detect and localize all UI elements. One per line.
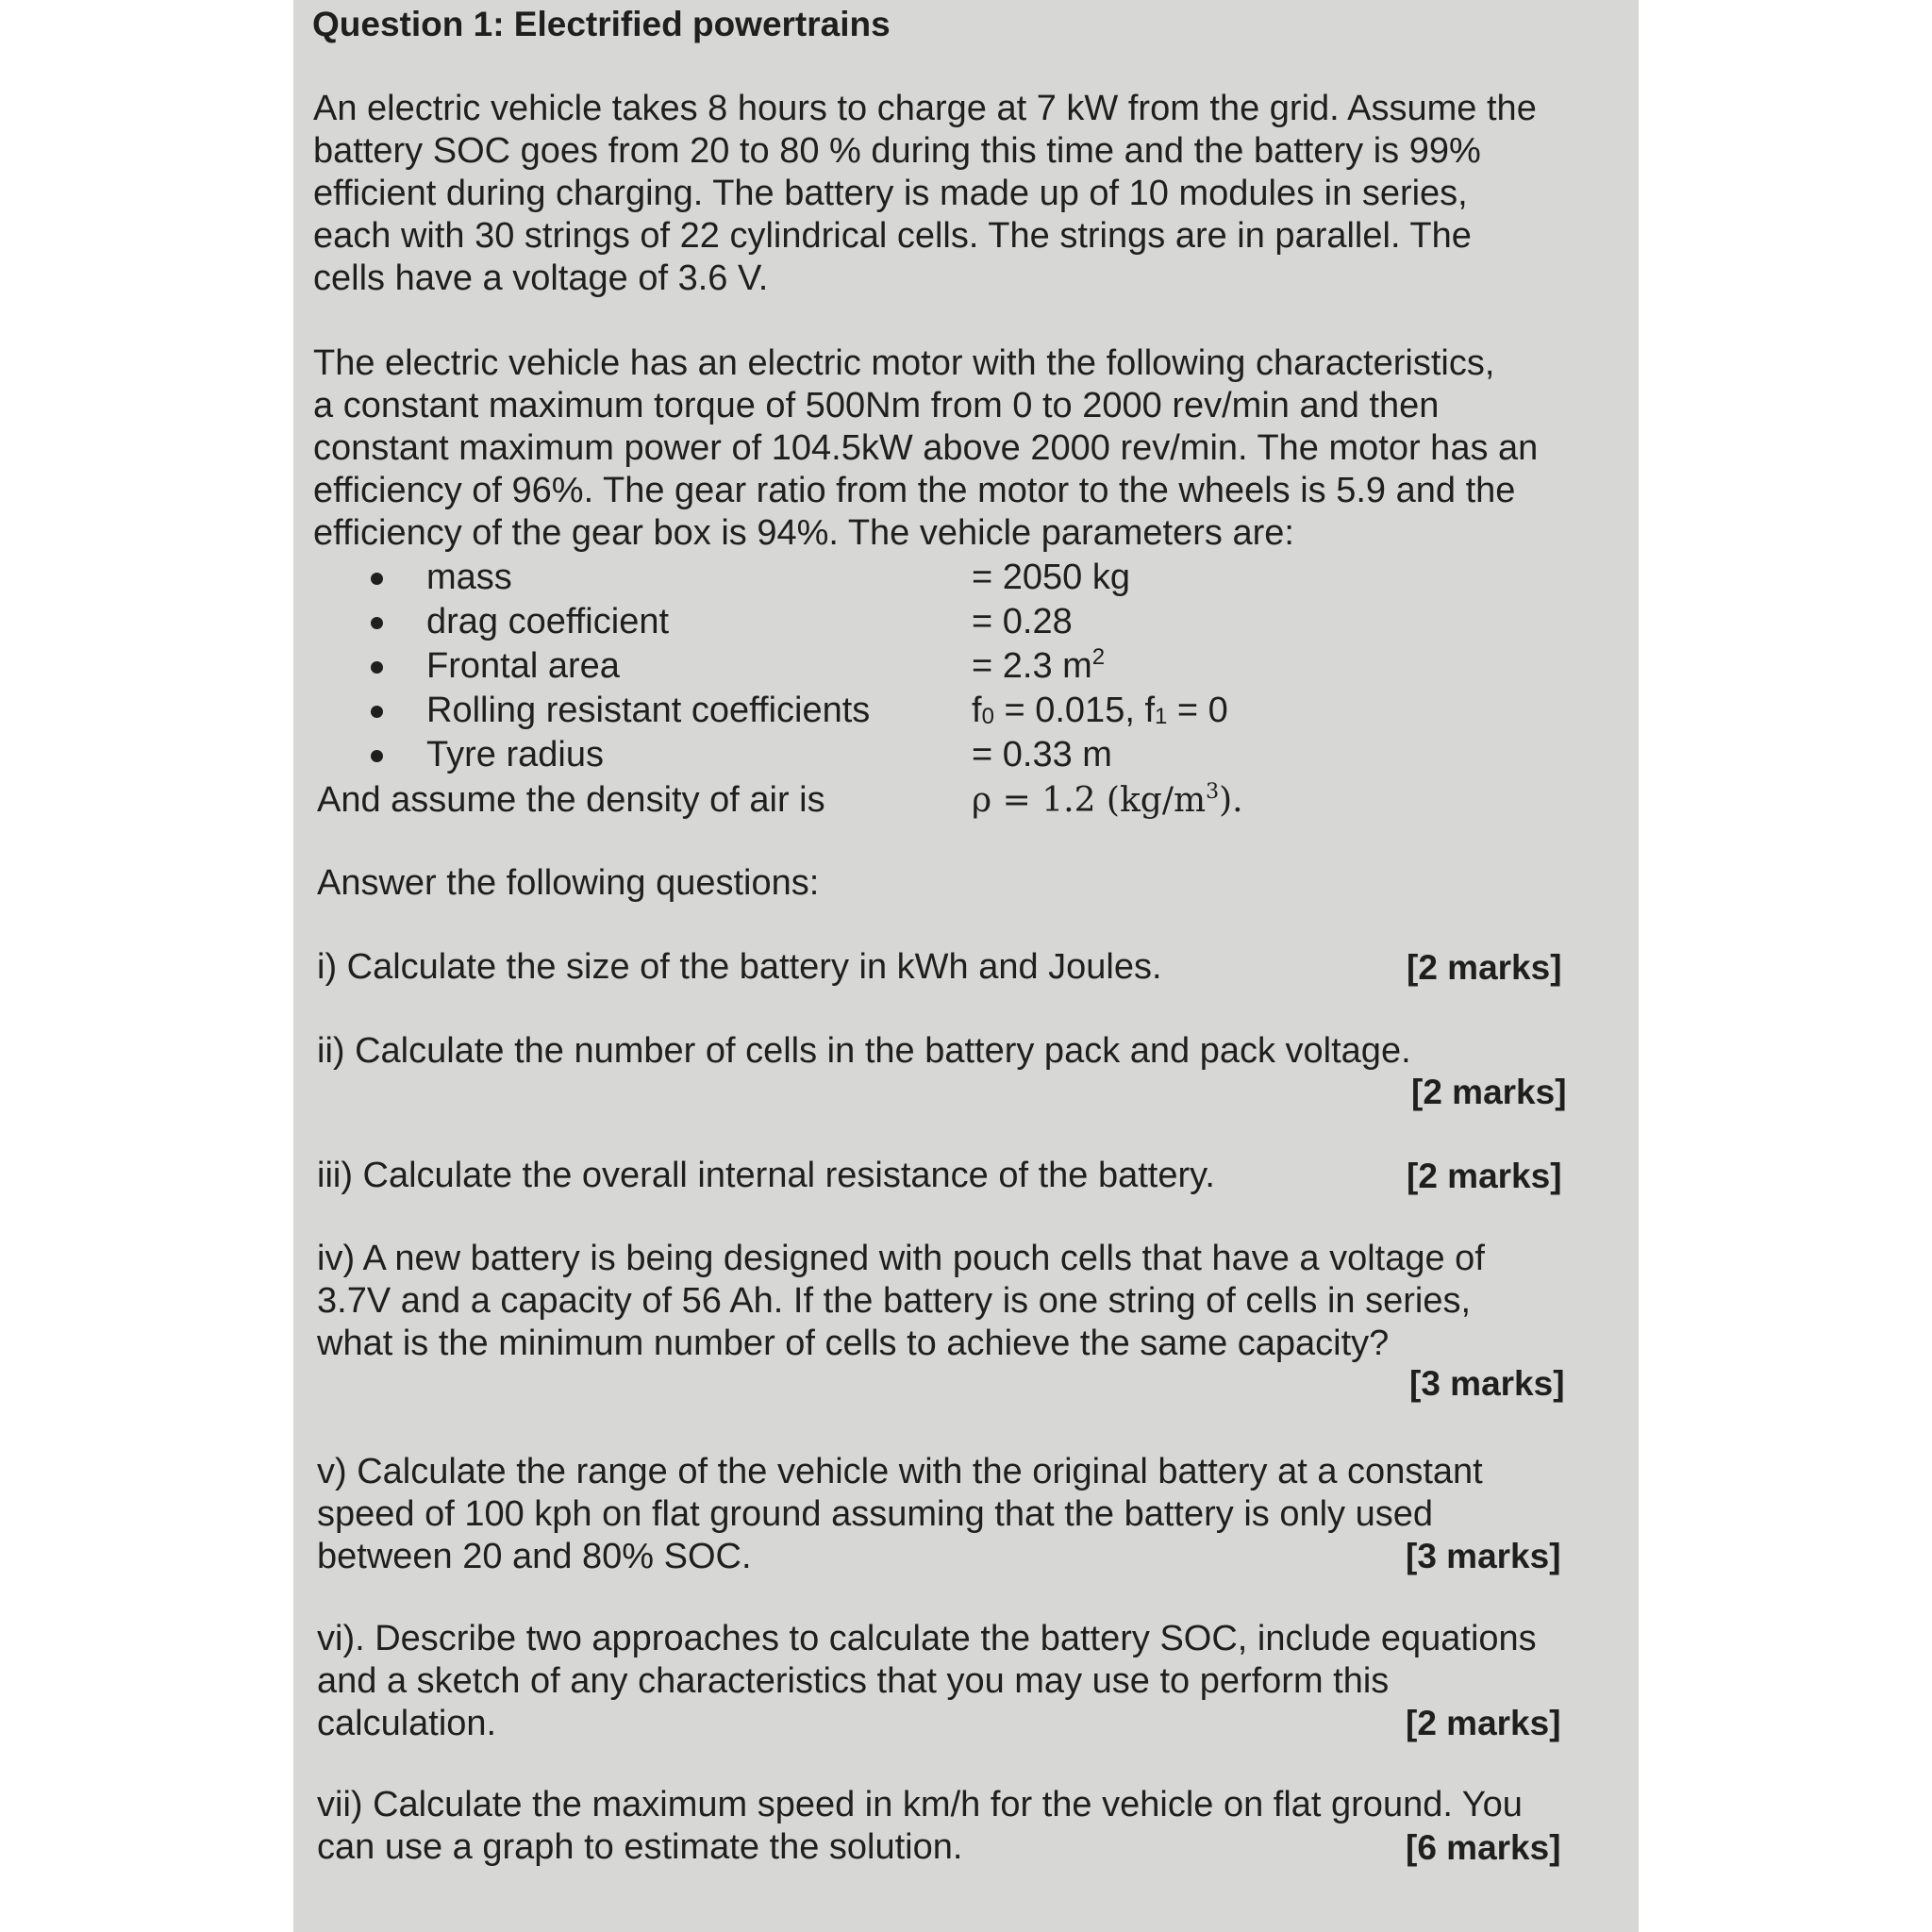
param-value-text: = 2.3 m (972, 646, 1092, 686)
question-line: can use a graph to estimate the solution. (317, 1827, 963, 1867)
param-value: = 2050 kg (972, 558, 1130, 597)
param-name: drag coefficient (426, 602, 670, 641)
motor-line: efficiency of 96%. The gear ratio from the motor to the wheels is 5.9 and the (313, 471, 1516, 510)
question-line: ii) Calculate the number of cells in the battery pack and pack voltage. (317, 1031, 1411, 1071)
density-value (972, 779, 1243, 822)
parameter-list (293, 557, 1639, 778)
question-title: Question 1: Electrified powertrains (312, 5, 891, 43)
marks-label: [2 marks] (1407, 1157, 1562, 1195)
bullet-icon (371, 750, 383, 762)
marks-label: [2 marks] (1406, 1704, 1561, 1742)
param-value (972, 690, 1228, 732)
question-line: and a sketch of any characteristics that you may use to perform this (317, 1661, 1390, 1701)
bullet-icon (371, 661, 383, 674)
param-area (293, 645, 1639, 690)
air-density (293, 779, 1639, 824)
f0-value: = 0.015, (993, 691, 1145, 730)
question-line: speed of 100 kph on flat ground assuming that the battery is only used (317, 1494, 1433, 1534)
f1-label: f (1144, 691, 1155, 730)
question-line: 3.7V and a capacity of 56 Ah. If the battery is one string of cells in series, (317, 1281, 1472, 1321)
question-line: iii) Calculate the overall internal resistance of the battery. (317, 1156, 1215, 1195)
question-iii (317, 1155, 1600, 1197)
param-value: = 0.33 m (972, 735, 1112, 774)
param-name: mass (426, 558, 512, 597)
question-line: calculation. (317, 1704, 497, 1743)
question-line: iv) A new battery is being designed with pouch cells that have a voltage of (317, 1239, 1485, 1278)
f1-subscript: 1 (1155, 704, 1168, 729)
question-iv (317, 1238, 1600, 1403)
marks-label: [6 marks] (1406, 1828, 1561, 1867)
motor-line: a constant maximum torque of 500Nm from 0 to 2000 rev/min and then (313, 386, 1440, 425)
param-value: = 0.28 (972, 602, 1073, 641)
question-vi (317, 1618, 1600, 1745)
param-name: Frontal area (426, 646, 620, 686)
param-mass (293, 557, 1639, 601)
marks-label: [3 marks] (1409, 1364, 1565, 1403)
answer-intro: Answer the following questions: (317, 863, 820, 903)
density-label: And assume the density of air is (317, 780, 825, 820)
bullet-icon (371, 617, 383, 629)
f1-value: = 0 (1167, 691, 1228, 730)
param-rolling (293, 690, 1639, 734)
question-line: vii) Calculate the maximum speed in km/h for the vehicle on flat ground. You (317, 1785, 1523, 1824)
intro-line: cells have a voltage of 3.6 V. (313, 258, 769, 298)
param-name: Rolling resistant coefficients (426, 691, 871, 730)
param-drag (293, 601, 1639, 645)
question-line: what is the minimum number of cells to achieve the same capacity? (317, 1324, 1390, 1363)
f0-label: f (972, 691, 982, 730)
question-line: i) Calculate the size of the battery in kWh and Joules. (317, 947, 1162, 987)
question-v (317, 1451, 1600, 1578)
intro-line: battery SOC goes from 20 to 80 % during this time and the battery is 99% (313, 131, 1481, 171)
motor-line: constant maximum power of 104.5kW above 2000 rev/min. The motor has an (313, 428, 1539, 468)
question-i (317, 946, 1600, 989)
intro-line: efficient during charging. The battery is made up of 10 modules in series, (313, 174, 1468, 213)
density-close: ). (1219, 781, 1243, 820)
intro-line: each with 30 strings of 22 cylindrical cells. The strings are in parallel. The (313, 216, 1472, 256)
marks-label: [3 marks] (1406, 1537, 1561, 1575)
bullet-icon (371, 706, 383, 718)
motor-line: efficiency of the gear box is 94%. The vehicle parameters are: (313, 513, 1294, 553)
f0-subscript: 0 (981, 704, 994, 729)
marks-label: [2 marks] (1407, 948, 1562, 987)
motor-paragraph (313, 342, 1606, 555)
question-line: v) Calculate the range of the vehicle with the original battery at a constant (317, 1452, 1483, 1491)
density-value-text: ρ = 1.2 (kg/m (972, 781, 1207, 820)
question-line: between 20 and 80% SOC. (317, 1537, 752, 1576)
question-vii (317, 1784, 1600, 1869)
bullet-icon (371, 573, 383, 585)
intro-line: An electric vehicle takes 8 hours to charge at 7 kW from the grid. Assume the (313, 89, 1537, 128)
question-line: vi). Describe two approaches to calculate the battery SOC, include equations (317, 1619, 1537, 1658)
question-ii (317, 1030, 1600, 1111)
marks-label: [2 marks] (1411, 1073, 1567, 1111)
unit-superscript: 2 (1091, 644, 1106, 670)
question-sheet (293, 0, 1639, 1932)
density-superscript: 3 (1206, 780, 1220, 804)
param-tyre (293, 734, 1639, 778)
motor-line: The electric vehicle has an electric motor with the following characteristics, (313, 343, 1495, 383)
intro-paragraph (313, 88, 1606, 300)
param-value (972, 645, 1105, 688)
param-name: Tyre radius (426, 735, 604, 774)
